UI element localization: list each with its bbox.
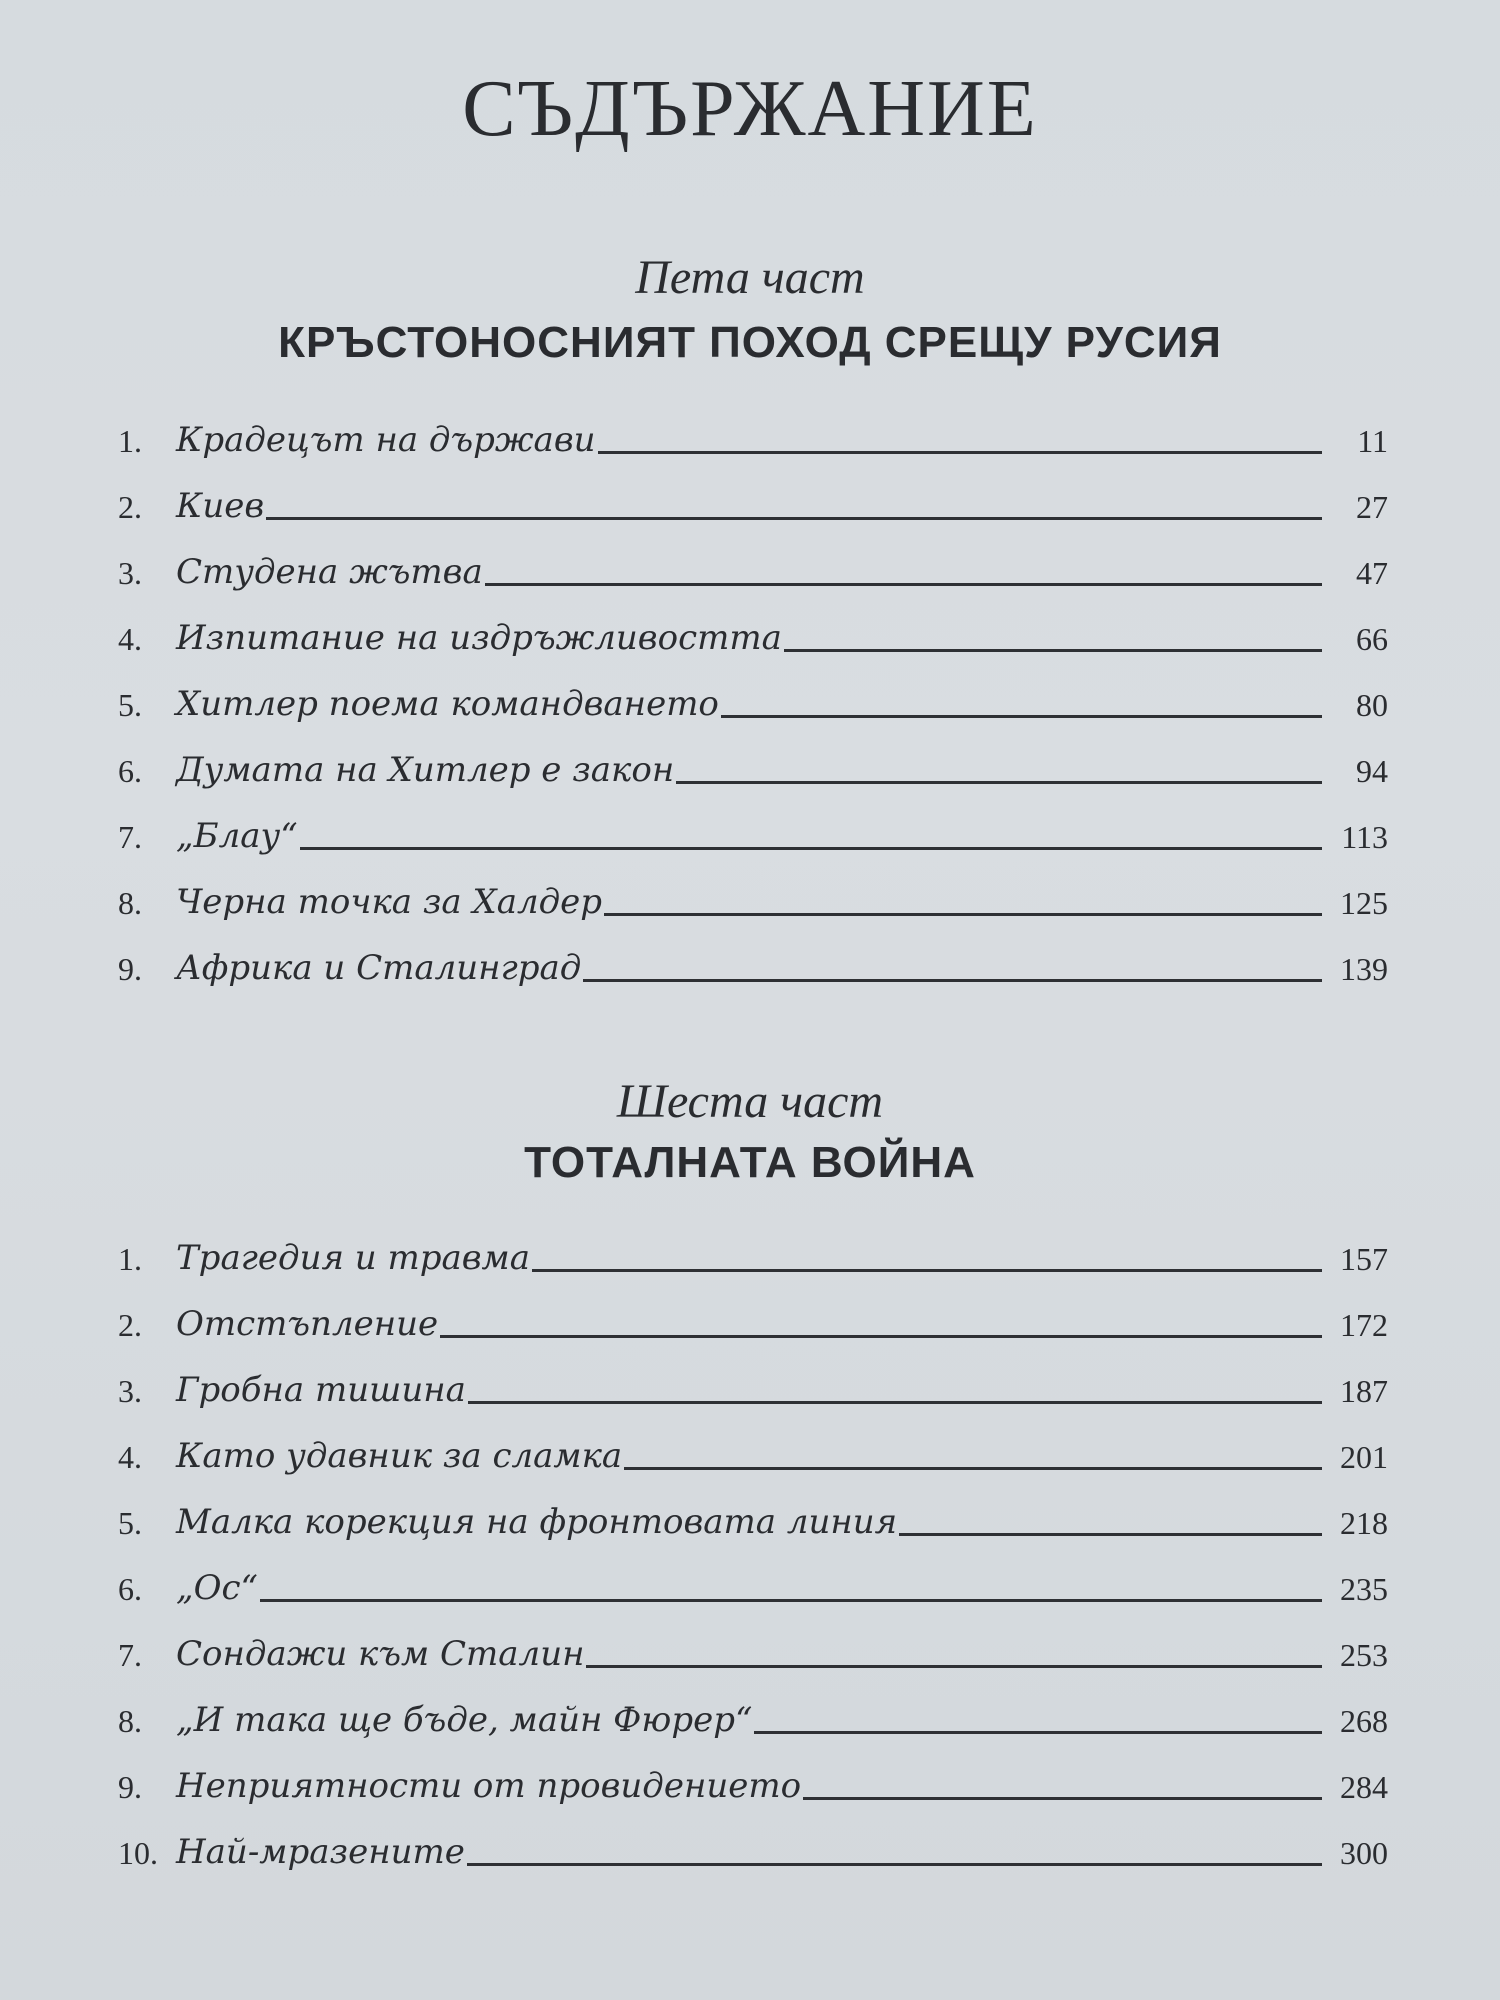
part-label-6: Шеста част — [616, 1075, 884, 1128]
chapter-title: Студена жътва — [176, 552, 483, 592]
chapter-number: 2. — [118, 489, 142, 525]
leader-line — [784, 649, 1322, 652]
toc-entry — [118, 1350, 1388, 1416]
page-number: 218 — [1340, 1505, 1388, 1541]
leader-line — [754, 1731, 1322, 1734]
chapter-number: 4. — [118, 1439, 142, 1475]
chapter-title: Неприятности от провидението — [176, 1766, 802, 1806]
chapter-title: „И така ще бъде, майн Фюрер“ — [176, 1700, 753, 1740]
toc-entry — [118, 730, 1388, 796]
leader-line — [583, 979, 1322, 982]
page-title: СЪДЪРЖАНИЕ — [462, 65, 1038, 153]
chapter-title: Киев — [176, 486, 265, 526]
chapter-title: Най-мразените — [176, 1832, 465, 1872]
toc-entry — [118, 664, 1388, 730]
chapter-number: 10. — [118, 1835, 158, 1871]
toc-entry — [118, 1614, 1388, 1680]
chapter-number: 6. — [118, 1571, 142, 1607]
page-number: 66 — [1356, 621, 1388, 657]
toc-entry — [118, 1482, 1388, 1548]
toc-entry — [118, 1746, 1388, 1812]
leader-line — [440, 1335, 1322, 1338]
chapter-title: Като удавник за сламка — [176, 1436, 623, 1476]
chapter-title: „Ос“ — [176, 1568, 258, 1608]
toc-entry — [118, 1548, 1388, 1614]
leader-line — [266, 517, 1322, 520]
page-number: 235 — [1340, 1571, 1388, 1607]
chapter-number: 1. — [118, 1241, 142, 1277]
page-number: 172 — [1340, 1307, 1388, 1343]
chapter-title: Крадецът на държави — [176, 420, 596, 460]
leader-line — [676, 781, 1322, 784]
toc-entry — [118, 1680, 1388, 1746]
page-number: 125 — [1340, 885, 1388, 921]
toc-entry — [118, 862, 1388, 928]
leader-line — [604, 913, 1322, 916]
page-number: 11 — [1357, 423, 1388, 459]
chapter-number: 7. — [118, 819, 142, 855]
leader-line — [468, 1401, 1322, 1404]
chapter-title: Сондажи към Сталин — [176, 1634, 585, 1674]
page-number: 187 — [1340, 1373, 1388, 1409]
chapter-number: 9. — [118, 951, 142, 987]
toc-entry — [118, 1284, 1388, 1350]
chapter-number: 5. — [118, 1505, 142, 1541]
toc-entry — [118, 532, 1388, 598]
toc-entry — [118, 796, 1388, 862]
leader-line — [300, 847, 1322, 850]
leader-line — [598, 451, 1322, 454]
page-number: 80 — [1356, 687, 1388, 723]
leader-line — [721, 715, 1322, 718]
chapter-number: 2. — [118, 1307, 142, 1343]
chapter-title: Черна точка за Халдер — [176, 882, 603, 922]
page-number: 157 — [1340, 1241, 1388, 1277]
toc-entry — [118, 1218, 1388, 1284]
page-number: 268 — [1340, 1703, 1388, 1739]
chapter-number: 9. — [118, 1769, 142, 1805]
chapter-number: 5. — [118, 687, 142, 723]
chapter-title: „Блау“ — [176, 816, 298, 856]
toc-entry — [118, 466, 1388, 532]
chapter-title: Отстъпление — [176, 1304, 439, 1344]
toc-part-5 — [118, 400, 1388, 994]
chapter-number: 8. — [118, 1703, 142, 1739]
chapter-number: 3. — [118, 555, 142, 591]
toc-entry — [118, 400, 1388, 466]
chapter-title: Думата на Хитлер е закон — [176, 750, 675, 790]
page-number: 113 — [1341, 819, 1388, 855]
leader-line — [586, 1665, 1322, 1668]
toc-entry — [118, 598, 1388, 664]
chapter-number: 6. — [118, 753, 142, 789]
chapter-title: Малка корекция на фронтовата линия — [176, 1502, 898, 1542]
chapter-title: Трагедия и травма — [176, 1238, 531, 1278]
toc-entry — [118, 1416, 1388, 1482]
chapter-number: 7. — [118, 1637, 142, 1673]
page-number: 253 — [1340, 1637, 1388, 1673]
page-number: 201 — [1340, 1439, 1388, 1475]
page-number: 300 — [1340, 1835, 1388, 1871]
page-number: 27 — [1356, 489, 1388, 525]
leader-line — [485, 583, 1322, 586]
part-title-5: КРЪСТОНОСНИЯТ ПОХОД СРЕЩУ РУСИЯ — [278, 318, 1222, 367]
toc-part-6 — [118, 1218, 1388, 1878]
leader-line — [532, 1269, 1322, 1272]
toc-entry — [118, 928, 1388, 994]
leader-line — [467, 1863, 1322, 1866]
part-title-6: ТОТАЛНАТА ВОЙНА — [524, 1138, 976, 1187]
chapter-number: 3. — [118, 1373, 142, 1409]
part-label-5: Пета част — [635, 251, 865, 304]
chapter-title: Изпитание на издръжливостта — [176, 618, 782, 658]
chapter-number: 4. — [118, 621, 142, 657]
leader-line — [899, 1533, 1322, 1536]
chapter-title: Хитлер поема командването — [176, 684, 719, 724]
page-number: 139 — [1340, 951, 1388, 987]
page-number: 284 — [1340, 1769, 1388, 1805]
page-number: 47 — [1356, 555, 1388, 591]
leader-line — [803, 1797, 1322, 1800]
chapter-number: 1. — [118, 423, 142, 459]
leader-line — [624, 1467, 1322, 1470]
chapter-number: 8. — [118, 885, 142, 921]
page-number: 94 — [1356, 753, 1388, 789]
leader-line — [260, 1599, 1322, 1602]
chapter-title: Африка и Сталинград — [176, 948, 582, 988]
chapter-title: Гробна тишина — [176, 1370, 466, 1410]
toc-entry — [118, 1812, 1388, 1878]
